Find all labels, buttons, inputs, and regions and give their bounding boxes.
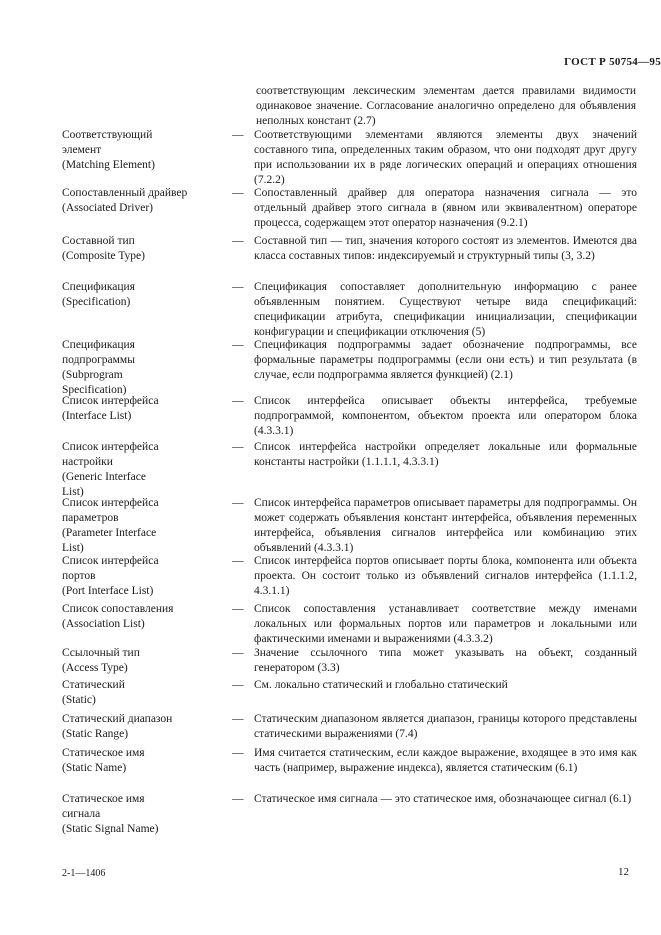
entry-definition: Значение ссылочного типа может указывать на объект, созданный генератором (3.3): [254, 647, 637, 674]
entry-term: [62, 602, 232, 647]
term-line: Статический диапазон: [62, 713, 173, 725]
entry-term: [62, 712, 232, 742]
term-line: Спецификация: [62, 339, 135, 351]
entry-definition: Список интерфейса портов описывает порты блока, компонента или объекта проекта. Он состоит только из объявлений сигналов интерфейса (1.1.1.2, 4.3.1.1): [254, 555, 637, 597]
glossary-entry: [62, 128, 637, 188]
term-line: (Associated Driver): [62, 202, 154, 214]
entry-dash: —: [232, 441, 244, 453]
entry-definition: Спецификация сопоставляет дополнительную информацию с ранее объявленным понятием. Существуют четыре вида спецификаций: спецификации атрибута, спецификации инициализации, спецификации конфигурации и спецификации отключения (5): [254, 281, 637, 338]
entry-term: [62, 496, 232, 556]
glossary-entry: [62, 496, 637, 556]
entry-dash: —: [232, 603, 244, 615]
glossary-entry: [62, 394, 637, 439]
entry-definition: Список сопоставления устанавливает соответствие между именами локальных или формальных портов или параметров и локальными или фактическими именами и выражениями (4.3.3.2): [254, 603, 637, 645]
entry-definition: Статическим диапазоном является диапазон, границы которого представлены статическими выражениями (7.4): [254, 713, 637, 740]
term-line: Соответствующий: [62, 129, 153, 141]
glossary-entry: [62, 186, 637, 231]
term-line: сигнала: [62, 808, 101, 820]
document-code: ГОСТ Р 50754—95: [564, 56, 661, 68]
term-line: портов: [62, 570, 96, 582]
entry-term: [62, 394, 232, 439]
term-line: (Composite Type): [62, 250, 145, 262]
term-line: Спецификация: [62, 281, 135, 293]
entry-definition: Сопоставленный драйвер для оператора назначения сигнала — это отдельный драйвер этого сигнала в (явном или эквивалентном) операторе процесса, содержащем этот оператор назначения (9.2.1): [254, 187, 637, 229]
term-line: (Static Name): [62, 762, 127, 774]
continued-paragraph: соответствующим лексическим элементам дается правилами видимости одинаковое значение. Согласование аналогично определено для объявления неполных констант (2.7): [256, 85, 636, 127]
term-line: (Matching Element): [62, 159, 155, 171]
entry-dash: —: [232, 235, 244, 247]
entry-dash: —: [232, 187, 244, 199]
glossary-entry: [62, 234, 637, 264]
term-line: Составной тип: [62, 235, 135, 247]
term-line: (Parameter Interface: [62, 527, 157, 539]
glossary-entry: [62, 646, 637, 676]
glossary-entry: [62, 554, 637, 599]
entry-term: [62, 280, 232, 340]
term-line: List): [62, 486, 84, 498]
glossary-entry: [62, 712, 637, 742]
entry-dash: —: [232, 395, 244, 407]
entry-term: [62, 792, 232, 837]
term-line: (Interface List): [62, 410, 132, 422]
glossary-entry: [62, 440, 637, 500]
term-line: (Static Range): [62, 728, 129, 740]
term-line: подпрограммы: [62, 354, 135, 366]
term-line: Список интерфейса: [62, 497, 159, 509]
entry-term: [62, 128, 232, 188]
entry-definition: Составной тип — тип, значения которого состоят из элементов. Имеются два класса составных типов: индексируемый и структурный типы (3, 3.2): [254, 235, 637, 262]
term-line: Список интерфейса: [62, 555, 159, 567]
term-line: настройки: [62, 456, 113, 468]
entry-dash: —: [232, 555, 244, 567]
entry-term: [62, 234, 232, 264]
term-line: (Port Interface List): [62, 585, 154, 597]
entry-definition: Список интерфейса настройки определяет локальные или формальные константы настройки (1.1.1.1, 4.3.3.1): [254, 441, 637, 468]
entry-dash: —: [232, 497, 244, 509]
term-line: (Association List): [62, 618, 145, 630]
term-line: Список интерфейса: [62, 395, 159, 407]
entry-term: [62, 338, 232, 398]
term-line: (Subprogram: [62, 369, 123, 381]
entry-dash: —: [232, 713, 244, 725]
term-line: Список сопоставления: [62, 603, 174, 615]
entry-dash: —: [232, 647, 244, 659]
entry-term: [62, 678, 232, 708]
term-line: Ссылочный тип: [62, 647, 140, 659]
term-line: (Generic Interface: [62, 471, 146, 483]
term-line: (Access Type): [62, 662, 128, 674]
term-line: Статический: [62, 679, 125, 691]
entry-dash: —: [232, 281, 244, 293]
entry-dash: —: [232, 339, 244, 351]
term-line: (Static Signal Name): [62, 823, 159, 835]
entry-definition: Список интерфейса параметров описывает параметры для подпрограммы. Он может содержать объявления констант интерфейса, объявления переменных интерфейса, объявления сигналов интерфейса или комбинацию этих объявлений (4.3.3.1): [254, 497, 637, 554]
entry-definition: Имя считается статическим, если каждое выражение, входящее в это имя как часть (например, выражение индекса), является статическим (6.1): [254, 747, 637, 774]
glossary-entry: [62, 280, 637, 340]
entry-dash: —: [232, 793, 244, 805]
term-line: Список интерфейса: [62, 441, 159, 453]
term-line: Сопоставленный драйвер: [62, 187, 188, 199]
entry-definition: Спецификация подпрограммы задает обозначение подпрограммы, все формальные параметры подпрограммы (если они есть) и тип результата (в случае, если подпрограмма является функцией) (2.1): [254, 339, 637, 381]
glossary-entry: [62, 746, 637, 776]
entry-term: [62, 746, 232, 776]
entry-definition: См. локально статический и глобально статический: [254, 679, 508, 691]
entry-dash: —: [232, 747, 244, 759]
glossary-entry: [62, 678, 637, 708]
glossary-entry: [62, 792, 637, 837]
term-line: Specification): [62, 384, 127, 396]
term-line: (Static): [62, 694, 96, 706]
term-line: элемент: [62, 144, 102, 156]
term-line: (Specification): [62, 296, 131, 308]
print-code: 2-1—1406: [62, 868, 106, 879]
term-line: Статическое имя: [62, 747, 145, 759]
page-number: 12: [618, 866, 629, 878]
entry-term: [62, 646, 232, 676]
glossary-entry: [62, 602, 637, 647]
entry-dash: —: [232, 129, 244, 141]
term-line: List): [62, 542, 84, 554]
entry-dash: —: [232, 679, 244, 691]
term-line: параметров: [62, 512, 119, 524]
entry-definition: Статическое имя сигнала — это статическое имя, обозначающее сигнал (6.1): [254, 793, 632, 805]
entry-definition: Соответствующими элементами являются элементы двух значений составного типа, определенных таким образом, что они подходят друг другу при использовании их в ряде логических операций и операциях отношения (7.2.2): [254, 129, 637, 186]
glossary-entry: [62, 338, 637, 398]
entry-term: [62, 440, 232, 500]
term-line: Статическое имя: [62, 793, 145, 805]
entry-definition: Список интерфейса описывает объекты интерфейса, требуемые подпрограммой, компонентом, объектом проекта или оператором блока (4.3.3.1): [254, 395, 637, 437]
entry-term: [62, 186, 232, 231]
entry-term: [62, 554, 232, 599]
